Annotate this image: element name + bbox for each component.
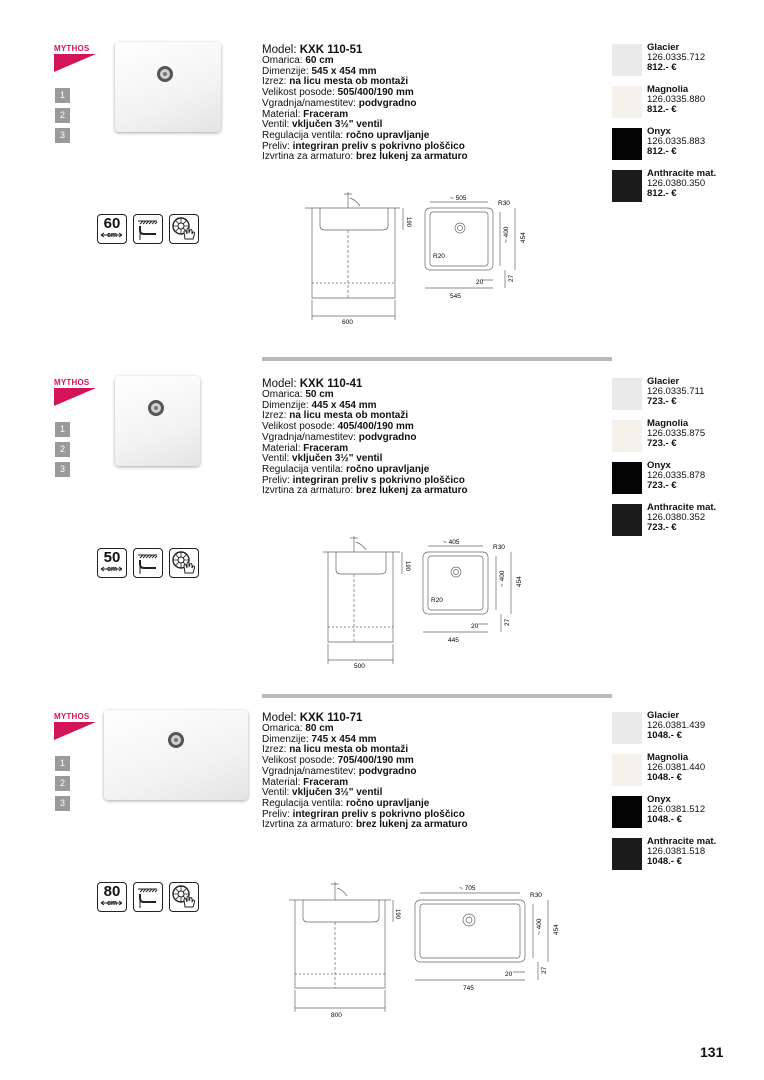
spec-value: brez lukenj za armaturo — [355, 151, 468, 163]
variant-anthracite — [612, 504, 764, 546]
spec-value: Fraceram — [303, 776, 349, 788]
swatch-glacier — [612, 712, 642, 744]
spec-label: Regulacija ventila: — [262, 797, 344, 809]
spec-value: integriran preliv s pokrivno ploščico — [292, 140, 465, 152]
variant-code: 126.0335.880 — [647, 94, 706, 106]
brand-flag — [54, 44, 98, 72]
variant-price: 812.- € — [647, 62, 677, 74]
undermount-icon — [133, 214, 163, 244]
step-badge-3: 3 — [55, 796, 70, 811]
spec-value: na licu mesta ob montaži — [289, 76, 409, 88]
spec-list — [262, 44, 522, 163]
feature-icons — [97, 548, 199, 578]
model-prefix: Model: — [262, 712, 297, 724]
brand-label: MYTHOS — [54, 378, 90, 387]
variant-price: 723.- € — [647, 396, 677, 408]
variant-code: 126.0381.512 — [647, 804, 706, 816]
swatch-anthracite — [612, 838, 642, 870]
brand-label: MYTHOS — [54, 712, 90, 721]
spec-label: Ventil: — [262, 453, 290, 465]
variant-glacier — [612, 712, 764, 754]
spec-row — [262, 767, 522, 778]
step-badge-2: 2 — [55, 776, 70, 791]
dim-depth: 190 — [404, 561, 410, 572]
variant-price: 1048.- € — [647, 730, 682, 742]
brand-flag-shape — [54, 722, 96, 740]
valve-hand-symbol — [170, 883, 197, 910]
product-block-kxk-110-71 — [0, 704, 764, 1038]
swatch-anthracite — [612, 504, 642, 536]
variant-onyx — [612, 796, 764, 838]
spec-value: brez lukenj za armaturo — [355, 485, 468, 497]
spec-value: vključen 3½" ventil — [292, 453, 383, 465]
dim-radius-inner: R20 — [431, 597, 443, 604]
spec-list — [262, 378, 522, 497]
dim-bowl-width: ~ 405 — [443, 539, 460, 546]
undermount-symbol — [134, 549, 161, 576]
section-divider — [262, 357, 612, 361]
spec-value: podvgradno — [358, 97, 417, 109]
variant-onyx — [612, 462, 764, 504]
spec-label: Omarica: — [262, 389, 303, 400]
undermount-symbol — [134, 883, 161, 910]
technical-drawing — [318, 532, 528, 672]
step-badge-1: 1 — [55, 88, 70, 103]
step-badge-2: 2 — [55, 442, 70, 457]
color-variants — [612, 44, 764, 212]
technical-drawing — [300, 188, 535, 328]
spec-label: Omarica: — [262, 723, 303, 734]
technical-drawing — [285, 876, 570, 1021]
valve-hand-symbol — [170, 215, 197, 242]
spec-list — [262, 712, 522, 831]
spec-label: Izrez: — [262, 410, 287, 422]
variant-code: 126.0335.711 — [647, 386, 705, 398]
variant-name: Anthracite mat. — [647, 168, 717, 179]
drain-icon — [157, 66, 173, 82]
sink-photo — [104, 710, 248, 800]
step-badge-1: 1 — [55, 756, 70, 771]
variant-name: Onyx — [647, 460, 671, 471]
sink-photo — [115, 42, 221, 132]
spec-label: Material: — [262, 776, 301, 788]
product-block-kxk-110-51 — [0, 36, 764, 370]
step-badge-3: 3 — [55, 462, 70, 477]
variant-code: 126.0335.712 — [647, 52, 706, 64]
variant-code: 126.0381.439 — [647, 720, 706, 732]
variant-anthracite — [612, 170, 764, 212]
cabinet-size-icon — [97, 214, 127, 244]
spec-label: Ventil: — [262, 787, 290, 799]
dim-cabinet: 500 — [354, 663, 365, 670]
spec-value: vključen 3½" ventil — [292, 119, 383, 131]
swatch-onyx — [612, 462, 642, 494]
spec-label: Material: — [262, 442, 301, 454]
spec-value: 60 cm — [305, 55, 334, 66]
variant-code: 126.0381.440 — [647, 762, 706, 774]
variant-code: 126.0335.875 — [647, 428, 706, 440]
dim-bowl-width: ~ 705 — [459, 885, 476, 892]
dim-bowl-length: ~ 400 — [536, 918, 543, 935]
spec-row — [262, 820, 522, 831]
spec-label: Regulacija ventila: — [262, 463, 344, 475]
dim-offset-a: 20 — [471, 623, 479, 630]
variant-name: Glacier — [647, 376, 680, 387]
dim-radius-outer: R30 — [493, 544, 505, 551]
dim-bowl-length: ~ 400 — [503, 226, 510, 243]
spec-label: Izvrtina za armaturo: — [262, 819, 354, 831]
spec-value: vključen 3½" ventil — [292, 787, 383, 799]
spec-value: na licu mesta ob montaži — [289, 744, 409, 756]
dim-offset-b: 27 — [504, 618, 511, 626]
variant-name: Glacier — [647, 42, 680, 53]
manual-valve-icon — [169, 548, 199, 578]
dim-offset-b: 27 — [508, 274, 515, 282]
spec-label: Dimenzije: — [262, 733, 309, 745]
feature-icons — [97, 214, 199, 244]
spec-label: Preliv: — [262, 140, 290, 152]
variant-code: 126.0335.883 — [647, 136, 706, 148]
model-prefix: Model: — [262, 44, 297, 56]
variant-code: 126.0335.878 — [647, 470, 706, 482]
undermount-symbol — [134, 215, 161, 242]
spec-value: 445 x 454 mm — [311, 399, 377, 411]
variant-price: 812.- € — [647, 188, 677, 200]
cabinet-size-unit: cm — [106, 232, 118, 239]
spec-label: Material: — [262, 108, 301, 120]
spec-label: Omarica: — [262, 55, 303, 66]
model-prefix: Model: — [262, 378, 297, 390]
variant-code: 126.0381.518 — [647, 846, 706, 858]
spec-value: na licu mesta ob montaži — [289, 410, 409, 422]
spec-value: Fraceram — [303, 108, 349, 120]
drain-icon — [168, 732, 184, 748]
dim-total-width: 745 — [463, 985, 474, 992]
spec-value: 745 x 454 mm — [311, 733, 377, 745]
variant-glacier — [612, 378, 764, 420]
spec-value: Fraceram — [303, 442, 349, 454]
variant-price: 723.- € — [647, 522, 677, 534]
swatch-onyx — [612, 128, 642, 160]
valve-hand-symbol — [170, 549, 197, 576]
spec-value: podvgradno — [358, 431, 417, 443]
variant-price: 723.- € — [647, 438, 677, 450]
variant-name: Onyx — [647, 794, 671, 805]
variant-anthracite — [612, 838, 764, 880]
spec-value: ročno upravljanje — [345, 463, 430, 475]
undermount-icon — [133, 548, 163, 578]
spec-row — [262, 99, 522, 110]
dim-cabinet: 800 — [331, 1012, 342, 1019]
variant-price: 1048.- € — [647, 772, 682, 784]
sink-photo — [115, 376, 200, 466]
swatch-glacier — [612, 44, 642, 76]
cabinet-size-unit: cm — [106, 900, 118, 907]
variant-onyx — [612, 128, 764, 170]
dim-cabinet: 600 — [342, 319, 353, 326]
dim-bowl-length: ~ 400 — [499, 570, 506, 587]
cabinet-size-icon — [97, 548, 127, 578]
spec-value: integriran preliv s pokrivno ploščico — [292, 808, 465, 820]
step-badge-3: 3 — [55, 128, 70, 143]
spec-value: 705/400/190 mm — [337, 755, 414, 767]
variant-name: Magnolia — [647, 84, 689, 95]
dim-total-width: 545 — [450, 293, 461, 300]
cabinet-size-number: 80 — [103, 883, 121, 900]
dim-total-length: 454 — [516, 576, 523, 587]
swatch-magnolia — [612, 754, 642, 786]
spec-label: Velikost posode: — [262, 87, 335, 99]
variant-magnolia — [612, 754, 764, 796]
model-name: KXK 110-41 — [299, 378, 363, 390]
dim-depth: 190 — [405, 217, 411, 228]
dim-radius-inner: R20 — [433, 253, 445, 260]
spec-value: 545 x 454 mm — [311, 65, 377, 77]
swatch-onyx — [612, 796, 642, 828]
dim-radius-outer: R30 — [498, 200, 510, 207]
spec-label: Velikost posode: — [262, 755, 335, 767]
spec-label: Izrez: — [262, 76, 287, 88]
brand-flag — [54, 378, 98, 406]
brand-flag — [54, 712, 98, 740]
spec-row — [262, 486, 522, 497]
brand-label: MYTHOS — [54, 44, 90, 53]
spec-label: Izvrtina za armaturo: — [262, 485, 354, 497]
variant-code: 126.0380.352 — [647, 512, 706, 524]
spec-label: Izrez: — [262, 744, 287, 756]
spec-label: Regulacija ventila: — [262, 129, 344, 141]
variant-magnolia — [612, 420, 764, 462]
step-badge-2: 2 — [55, 108, 70, 123]
swatch-magnolia — [612, 86, 642, 118]
model-name: KXK 110-51 — [299, 44, 363, 56]
variant-name: Magnolia — [647, 752, 689, 763]
spec-label: Vgradnja/namestitev: — [262, 97, 356, 109]
brand-flag-shape — [54, 388, 96, 406]
spec-value: 50 cm — [305, 389, 334, 400]
variant-price: 1048.- € — [647, 814, 682, 826]
step-list — [55, 88, 70, 148]
spec-value: 505/400/190 mm — [337, 87, 414, 99]
variant-price: 723.- € — [647, 480, 677, 492]
spec-label: Preliv: — [262, 808, 290, 820]
spec-label: Vgradnja/namestitev: — [262, 431, 356, 443]
variant-magnolia — [612, 86, 764, 128]
cabinet-size-number: 60 — [103, 215, 121, 232]
dim-offset-a: 20 — [505, 971, 513, 978]
spec-value: ročno upravljanje — [345, 797, 430, 809]
cabinet-size-icon — [97, 882, 127, 912]
color-variants — [612, 712, 764, 880]
feature-icons — [97, 882, 199, 912]
variant-price: 812.- € — [647, 104, 677, 116]
brand-flag-shape — [54, 54, 96, 72]
drain-icon — [148, 400, 164, 416]
variant-price: 812.- € — [647, 146, 677, 158]
variant-name: Glacier — [647, 710, 680, 721]
dim-depth: 190 — [394, 909, 400, 920]
variant-glacier — [612, 44, 764, 86]
variant-name: Magnolia — [647, 418, 689, 429]
model-name: KXK 110-71 — [299, 712, 363, 724]
dim-radius-outer: R30 — [530, 892, 542, 899]
spec-label: Dimenzije: — [262, 65, 309, 77]
swatch-anthracite — [612, 170, 642, 202]
spec-value: ročno upravljanje — [345, 129, 430, 141]
swatch-glacier — [612, 378, 642, 410]
spec-row — [262, 433, 522, 444]
product-block-kxk-110-41 — [0, 370, 764, 704]
variant-price: 1048.- € — [647, 856, 682, 868]
variant-name: Onyx — [647, 126, 671, 137]
manual-valve-icon — [169, 214, 199, 244]
step-list — [55, 756, 70, 816]
spec-value: 80 cm — [305, 723, 334, 734]
spec-value: integriran preliv s pokrivno ploščico — [292, 474, 465, 486]
spec-value: podvgradno — [358, 765, 417, 777]
cabinet-size-unit: cm — [106, 566, 118, 573]
undermount-icon — [133, 882, 163, 912]
step-list — [55, 422, 70, 482]
variant-name: Anthracite mat. — [647, 502, 717, 513]
dim-total-length: 454 — [520, 232, 527, 243]
cabinet-size-number: 50 — [103, 549, 121, 566]
spec-label: Vgradnja/namestitev: — [262, 765, 356, 777]
spec-label: Ventil: — [262, 119, 290, 131]
size-arrow-icon — [98, 549, 125, 576]
dim-bowl-width: ~ 505 — [450, 195, 467, 202]
spec-label: Preliv: — [262, 474, 290, 486]
variant-name: Anthracite mat. — [647, 836, 717, 847]
size-arrow-icon — [98, 883, 125, 910]
variant-code: 126.0380.350 — [647, 178, 706, 190]
dim-total-width: 445 — [448, 637, 459, 644]
size-arrow-icon — [98, 215, 125, 242]
spec-label: Velikost posode: — [262, 421, 335, 433]
page-number: 131 — [700, 1044, 724, 1060]
spec-label: Izvrtina za armaturo: — [262, 151, 354, 163]
color-variants — [612, 378, 764, 546]
step-badge-1: 1 — [55, 422, 70, 437]
section-divider — [262, 694, 612, 698]
swatch-magnolia — [612, 420, 642, 452]
dim-total-length: 454 — [553, 924, 560, 935]
dim-offset-b: 27 — [541, 966, 548, 974]
manual-valve-icon — [169, 882, 199, 912]
spec-value: brez lukenj za armaturo — [355, 819, 468, 831]
spec-row — [262, 152, 522, 163]
spec-value: 405/400/190 mm — [337, 421, 414, 433]
dim-offset-a: 20 — [476, 279, 484, 286]
spec-label: Dimenzije: — [262, 399, 309, 411]
